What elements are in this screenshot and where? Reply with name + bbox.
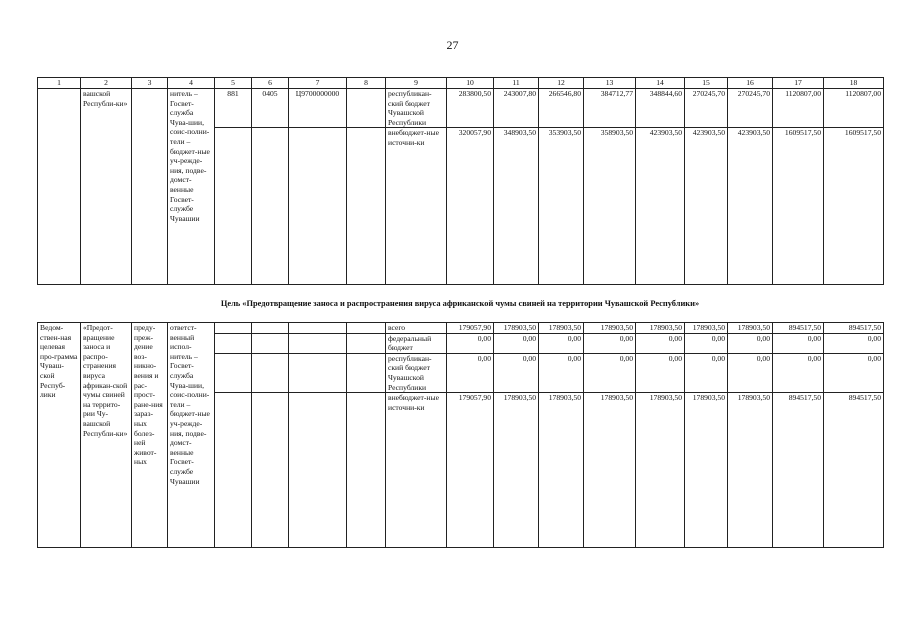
column-number: 5 xyxy=(215,78,252,89)
value-cell: 0,00 xyxy=(824,333,884,353)
code-grbs-cell: 881 xyxy=(215,89,252,128)
cell-empty xyxy=(215,353,252,392)
goal-heading: Цель «Предотвращение заноса и распространения вируса африканской чумы свиней на территории Чувашской Республики» xyxy=(220,299,700,308)
cell-empty xyxy=(347,393,386,548)
cell-empty xyxy=(252,393,289,548)
value-cell: 0,00 xyxy=(539,353,584,392)
funding-source-cell: федеральный бюджет xyxy=(386,333,447,353)
value-cell: 348903,50 xyxy=(494,128,539,285)
table-row xyxy=(38,323,884,334)
value-cell: 178903,50 xyxy=(584,393,636,548)
value-cell: 178903,50 xyxy=(685,393,728,548)
value-cell: 0,00 xyxy=(447,333,494,353)
value-cell: 0,00 xyxy=(636,353,685,392)
column-number: 12 xyxy=(539,78,584,89)
cell-empty xyxy=(252,353,289,392)
cell-empty xyxy=(132,89,168,285)
cell-empty xyxy=(289,323,347,334)
value-cell: 0,00 xyxy=(685,333,728,353)
column-number: 2 xyxy=(81,78,132,89)
cell-empty xyxy=(347,323,386,334)
column-number: 3 xyxy=(132,78,168,89)
value-cell: 178903,50 xyxy=(728,323,773,334)
cell-empty xyxy=(38,89,81,285)
value-cell: 1120807,00 xyxy=(773,89,824,128)
value-cell: 894517,50 xyxy=(773,393,824,548)
program-name-cell: вашской Республи-ки» xyxy=(81,89,132,285)
funding-source-cell: внебюджет-ные источни-ки xyxy=(386,393,447,548)
column-number: 14 xyxy=(636,78,685,89)
value-cell: 270245,70 xyxy=(685,89,728,128)
value-cell: 353903,50 xyxy=(539,128,584,285)
value-cell: 178903,50 xyxy=(539,323,584,334)
value-cell: 179057,90 xyxy=(447,323,494,334)
column-number: 11 xyxy=(494,78,539,89)
value-cell: 0,00 xyxy=(773,353,824,392)
cell-empty xyxy=(289,393,347,548)
program-purpose-cell: преду-преж-дение воз-никно-вения и рас-прост-ране-ния зараз-ных болез-ней живот-ных xyxy=(132,323,168,548)
column-number: 16 xyxy=(728,78,773,89)
value-cell: 423903,50 xyxy=(728,128,773,285)
value-cell: 894517,50 xyxy=(824,323,884,334)
funding-source-cell: республикан-ский бюджет Чувашской Республики xyxy=(386,353,447,392)
cell-empty xyxy=(347,89,386,128)
value-cell: 358903,50 xyxy=(584,128,636,285)
value-cell: 0,00 xyxy=(728,333,773,353)
cell-empty xyxy=(215,333,252,353)
program-name-cell: «Предот-вращение заноса и распро-странения вируса африкан-ской чумы свиней на террито-рии Чу-вашской Республи-ки» xyxy=(81,323,132,548)
value-cell: 178903,50 xyxy=(636,393,685,548)
column-number: 8 xyxy=(347,78,386,89)
cell-empty xyxy=(289,128,347,285)
column-number: 9 xyxy=(386,78,447,89)
table-row xyxy=(38,89,884,128)
value-cell: 0,00 xyxy=(494,333,539,353)
column-number: 13 xyxy=(584,78,636,89)
column-number: 15 xyxy=(685,78,728,89)
value-cell: 283800,50 xyxy=(447,89,494,128)
value-cell: 0,00 xyxy=(447,353,494,392)
value-cell: 0,00 xyxy=(584,333,636,353)
cell-empty xyxy=(289,353,347,392)
executor-cell: ответст-венный испол-нитель – Госвет-служба Чува-шии, соис-полни-тели – бюджет-ные уч-режде-ния, подве-домст-венные Госвет-службе Чувашии xyxy=(168,323,215,548)
executor-cell: нитель – Госвет-служба Чува-шии, соис-полни-тели – бюджет-ные уч-режде-ния, подве-домст-венные Госвет-службе Чувашии xyxy=(168,89,215,285)
value-cell: 178903,50 xyxy=(584,323,636,334)
value-cell: 178903,50 xyxy=(494,323,539,334)
cell-empty xyxy=(215,128,252,285)
cell-empty xyxy=(252,128,289,285)
cell-empty xyxy=(252,333,289,353)
value-cell: 179057,90 xyxy=(447,393,494,548)
column-number: 18 xyxy=(824,78,884,89)
cell-empty xyxy=(347,128,386,285)
value-cell: 384712,77 xyxy=(584,89,636,128)
value-cell: 0,00 xyxy=(728,353,773,392)
value-cell: 0,00 xyxy=(636,333,685,353)
value-cell: 0,00 xyxy=(824,353,884,392)
value-cell: 1120807,00 xyxy=(824,89,884,128)
value-cell: 0,00 xyxy=(494,353,539,392)
value-cell: 0,00 xyxy=(685,353,728,392)
value-cell: 243007,80 xyxy=(494,89,539,128)
code-section-cell: 0405 xyxy=(252,89,289,128)
cell-empty xyxy=(289,333,347,353)
value-cell: 178903,50 xyxy=(636,323,685,334)
column-number: 17 xyxy=(773,78,824,89)
funding-source-cell: внебюджет-ные источни-ки xyxy=(386,128,447,285)
column-number: 1 xyxy=(38,78,81,89)
value-cell: 423903,50 xyxy=(685,128,728,285)
value-cell: 0,00 xyxy=(773,333,824,353)
value-cell: 320057,90 xyxy=(447,128,494,285)
value-cell: 894517,50 xyxy=(773,323,824,334)
cell-empty xyxy=(347,333,386,353)
value-cell: 1609517,50 xyxy=(773,128,824,285)
cell-empty xyxy=(347,353,386,392)
program-status-cell: Ведом-ствен-ная целевая про-грамма Чуваш-ской Респуб-лики xyxy=(38,323,81,548)
cell-empty xyxy=(215,323,252,334)
cell-empty xyxy=(252,323,289,334)
budget-table-continuation xyxy=(37,77,884,285)
column-number: 6 xyxy=(252,78,289,89)
value-cell: 894517,50 xyxy=(824,393,884,548)
value-cell: 178903,50 xyxy=(494,393,539,548)
value-cell: 1609517,50 xyxy=(824,128,884,285)
budget-table-goal xyxy=(37,322,884,548)
value-cell: 178903,50 xyxy=(728,393,773,548)
value-cell: 0,00 xyxy=(539,333,584,353)
code-target-article-cell: Ц9700000000 xyxy=(289,89,347,128)
column-number-row xyxy=(38,78,884,89)
value-cell: 0,00 xyxy=(584,353,636,392)
value-cell: 348844,60 xyxy=(636,89,685,128)
funding-source-cell: всего xyxy=(386,323,447,334)
value-cell: 178903,50 xyxy=(539,393,584,548)
value-cell: 423903,50 xyxy=(636,128,685,285)
column-number: 4 xyxy=(168,78,215,89)
page-number: 27 xyxy=(446,38,459,52)
column-number: 10 xyxy=(447,78,494,89)
funding-source-cell: республикан-ский бюджет Чувашской Республики xyxy=(386,89,447,128)
column-number: 7 xyxy=(289,78,347,89)
value-cell: 266546,80 xyxy=(539,89,584,128)
value-cell: 270245,70 xyxy=(728,89,773,128)
cell-empty xyxy=(215,393,252,548)
value-cell: 178903,50 xyxy=(685,323,728,334)
